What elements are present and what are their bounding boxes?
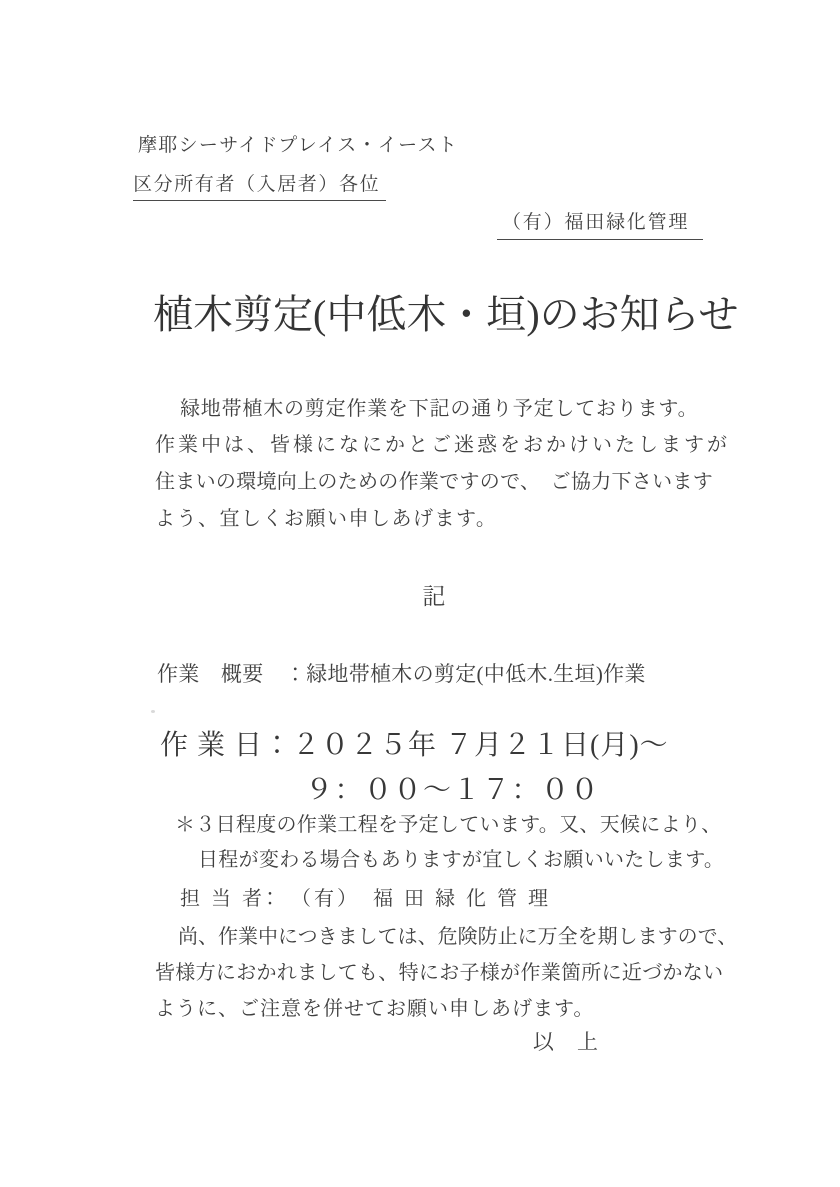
document-title: 植木剪定(中低木・垣)のお知らせ [153, 292, 739, 337]
intro-line-1: 緑地帯植木の剪定作業を下記の通り予定しております。 [180, 398, 699, 420]
work-overview: 作業 概要 ：緑地帯植木の剪定(中低木.生垣)作業 [157, 662, 646, 686]
contact-person: 担 当 者： （有） 福 田 緑 化 管 理 [180, 888, 551, 910]
closing-marker: 以 上 [533, 1030, 599, 1054]
record-marker: 記 [422, 584, 446, 609]
intro-line-2: 作業中は、皆様になにかとご迷惑をおかけいたしますが [155, 434, 730, 456]
caution-line-2: 皆様方におかれましても、特にお子様が作業箇所に近づかない [155, 962, 724, 984]
work-hours-line: ９：００～１７：００ [305, 775, 601, 806]
caution-line-1: 尚、作業中につきましては、危険防止に万全を期しますので、 [178, 926, 738, 948]
recipient-building: 摩耶シーサイドプレイス・イースト [138, 135, 459, 156]
schedule-note-line-2: 日程が変わる場合もありますが宜しくお願いいたします。 [198, 849, 725, 871]
caution-line-3: ように、ご注意を併せてお願い申しあげます。 [155, 998, 595, 1020]
sender-company: （有）福田緑化管理 [497, 212, 703, 240]
work-date-line: 作 業 日：２０２５年 ７月２１日(月)～ [160, 730, 669, 761]
intro-line-3: 住まいの環境向上のための作業ですので、 ご協力下さいます [155, 471, 713, 493]
scan-speck [151, 710, 155, 713]
schedule-note-line-1: ＊３日程度の作業工程を予定しています。又、天候により、 [175, 814, 722, 836]
intro-line-4: よう、宜しくお願い申しあげます。 [155, 508, 498, 530]
recipient-addressees: 区分所有者（入居者）各位 [133, 174, 386, 201]
